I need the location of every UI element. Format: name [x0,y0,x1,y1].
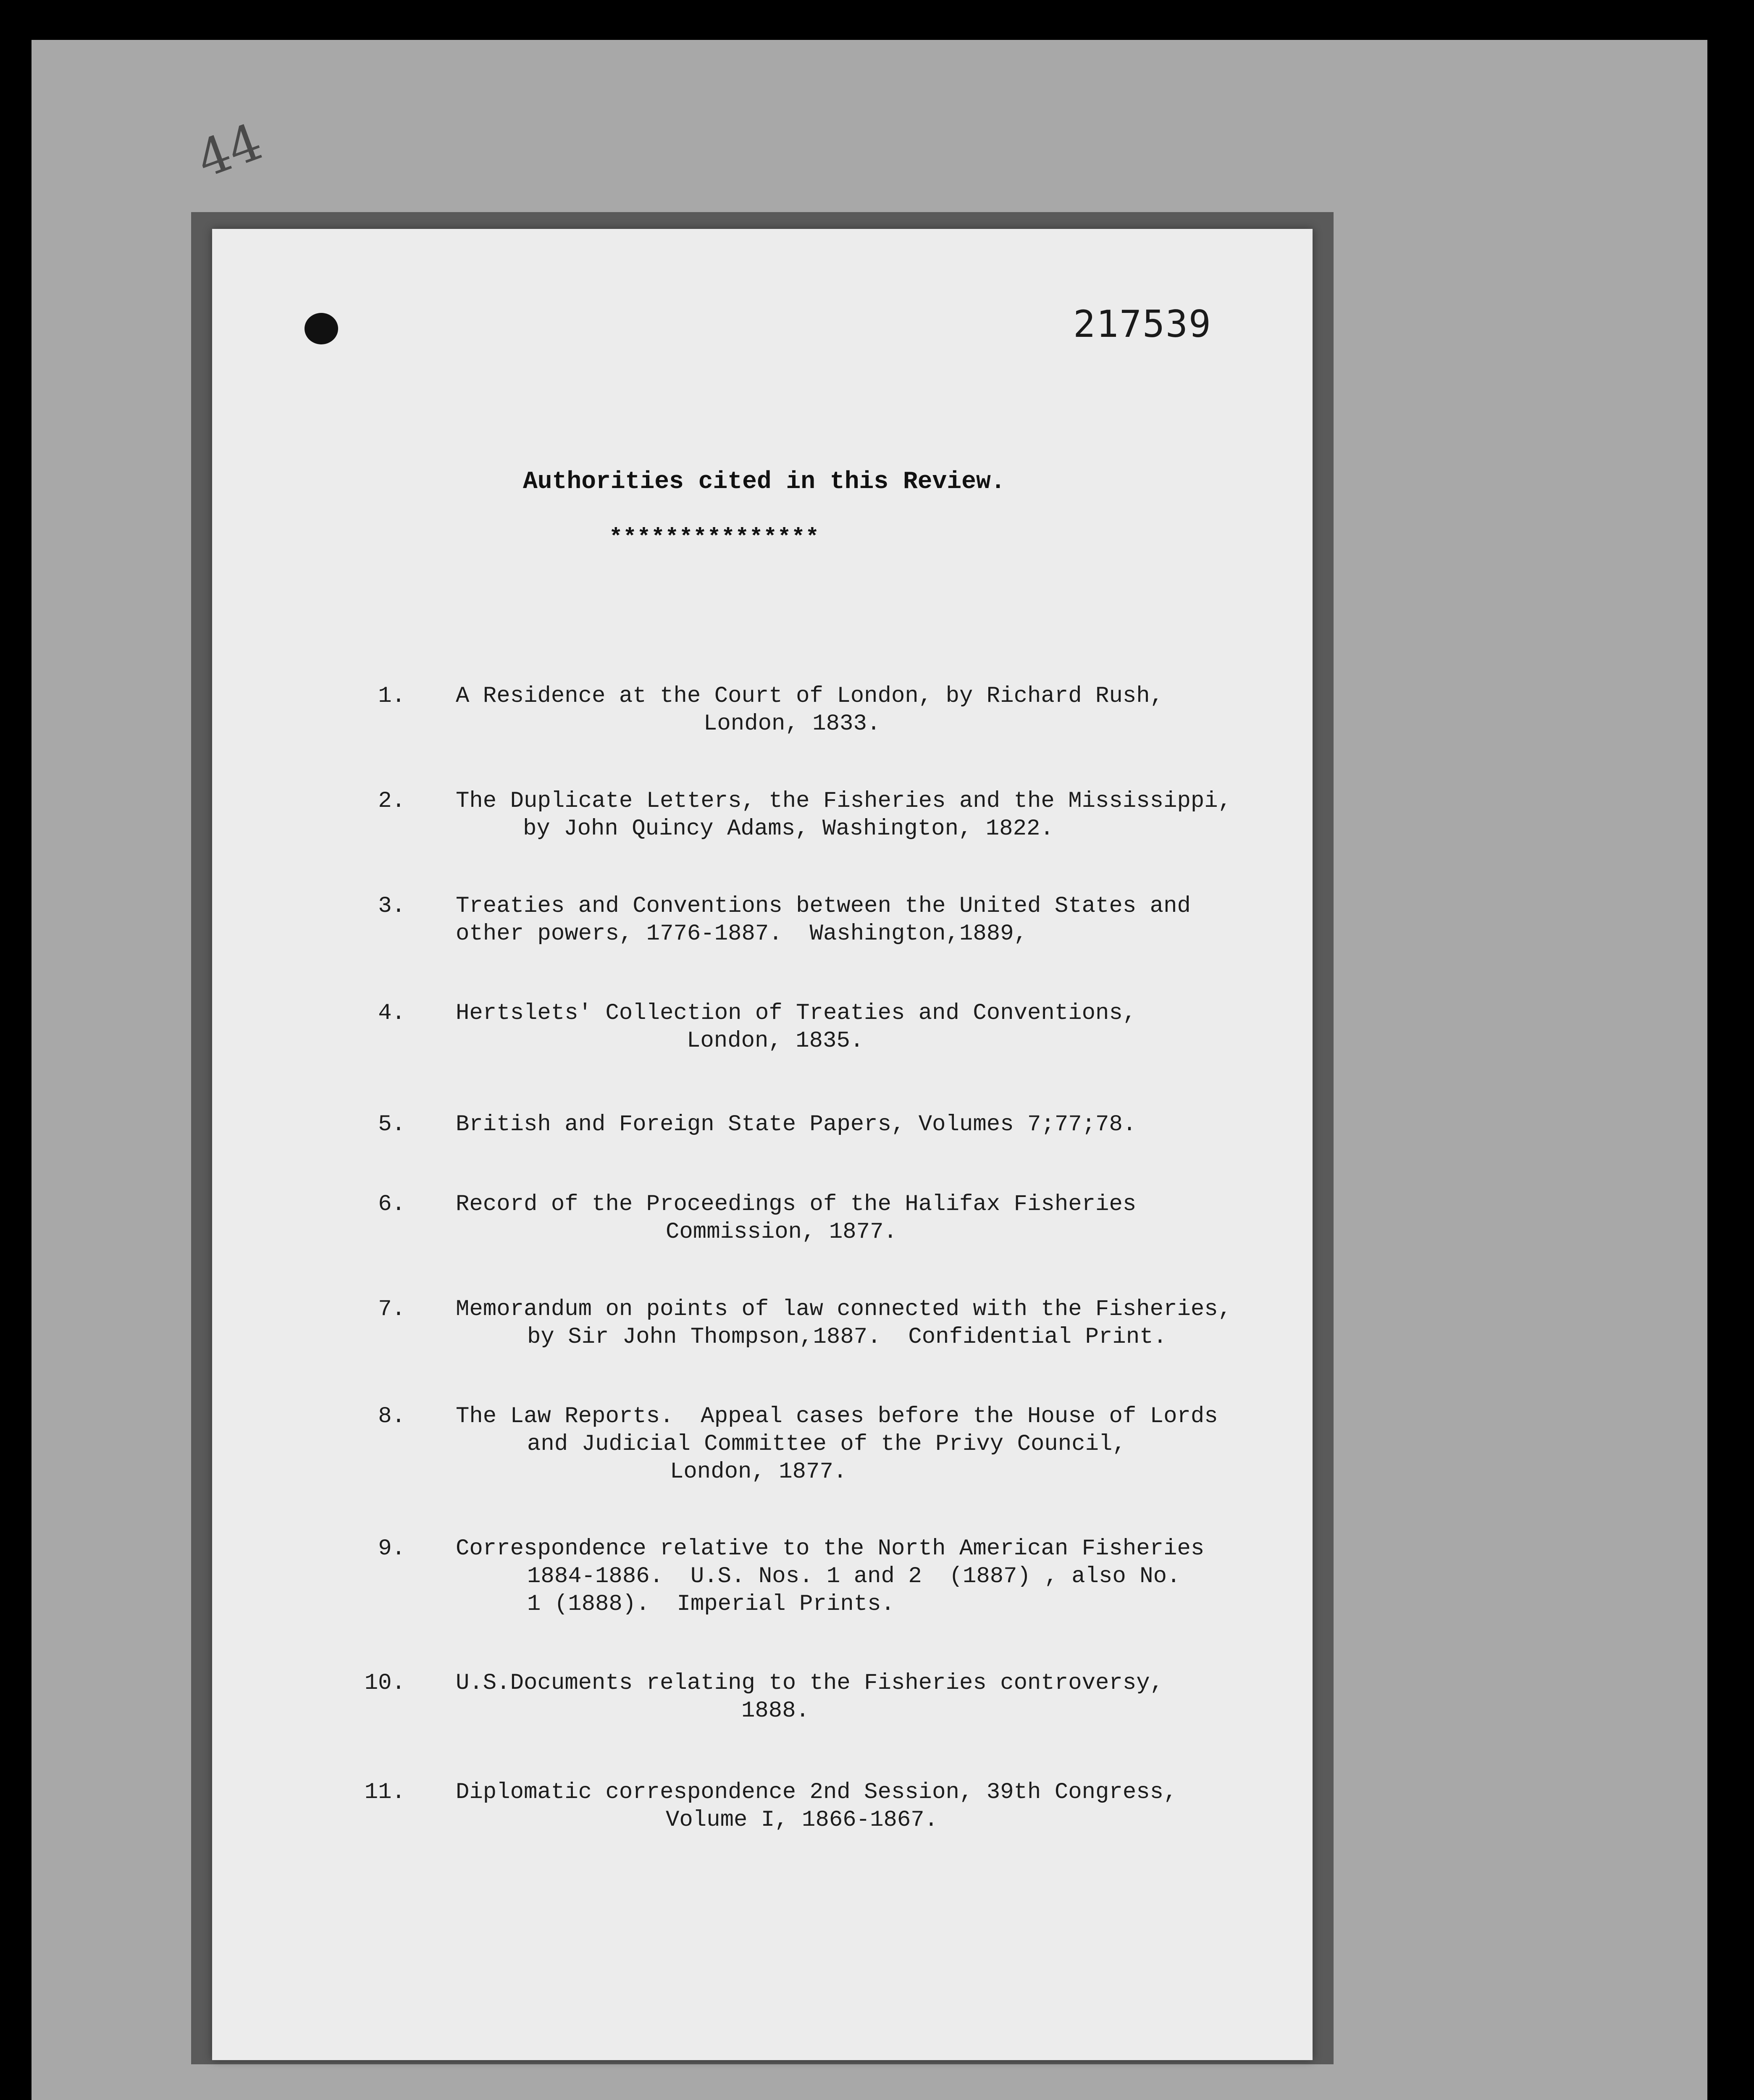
list-item-number: 2. [378,788,405,814]
document-page [212,229,1313,2060]
list-item-number: 4. [378,1000,405,1026]
list-item-text: Record of the Proceedings of the Halifax Fisheries [456,1192,1137,1217]
list-item-text: British and Foreign State Papers, Volumes 7;77;78. [456,1112,1137,1137]
list-item-text: A Residence at the Court of London, by Richard Rush, [456,683,1164,709]
list-item-number: 10. [364,1670,405,1696]
list-item-text: The Law Reports. Appeal cases before the House of Lords [456,1404,1218,1429]
authorities-list [212,229,1313,2060]
list-item-text: by Sir John Thompson,1887. Confidential Print. [527,1324,1167,1350]
list-item-text: U.S.Documents relating to the Fisheries controversy, [456,1670,1164,1696]
title-asterisk-rule: *************** [609,525,820,551]
list-item-text: Treaties and Conventions between the United States and [456,893,1191,919]
list-item-text: by John Quincy Adams, Washington, 1822. [523,816,1054,842]
list-item-number: 6. [378,1192,405,1217]
list-item-text: 1884-1886. U.S. Nos. 1 and 2 (1887) , also No. [527,1564,1181,1589]
list-item-text: Diplomatic correspondence 2nd Session, 39th Congress, [456,1780,1177,1805]
list-item-text: London, 1833. [704,711,881,737]
list-item-number: 9. [378,1536,405,1562]
list-item-text: London, 1877. [670,1459,847,1485]
list-item-number: 3. [378,893,405,919]
list-item-number: 8. [378,1404,405,1429]
list-item-text: Hertslets' Collection of Treaties and Conventions, [456,1000,1137,1026]
list-item-text: 1 (1888). Imperial Prints. [527,1591,895,1617]
list-item-number: 7. [378,1297,405,1322]
list-item-text: Volume I, 1866-1867. [666,1807,938,1833]
list-item-text: other powers, 1776-1887. Washington,1889, [456,921,1028,947]
list-item-number: 11. [364,1780,405,1805]
list-item-text: and Judicial Committee of the Privy Council, [527,1431,1126,1457]
document-title: Authorities cited in this Review. [523,468,1006,496]
list-item-text: Correspondence relative to the North American Fisheries [456,1536,1205,1562]
list-item-text: 1888. [741,1698,810,1724]
list-item-number: 5. [378,1112,405,1137]
list-item-text: London, 1835. [687,1028,864,1054]
list-item-text: The Duplicate Letters, the Fisheries and the Mississippi, [456,788,1232,814]
handwritten-corner-mark: 44 [189,113,270,189]
document-number: 217539 [1073,302,1212,346]
list-item-text: Commission, 1877. [666,1219,897,1245]
list-item-number: 1. [378,683,405,709]
list-item-text: Memorandum on points of law connected with the Fisheries, [456,1297,1232,1322]
